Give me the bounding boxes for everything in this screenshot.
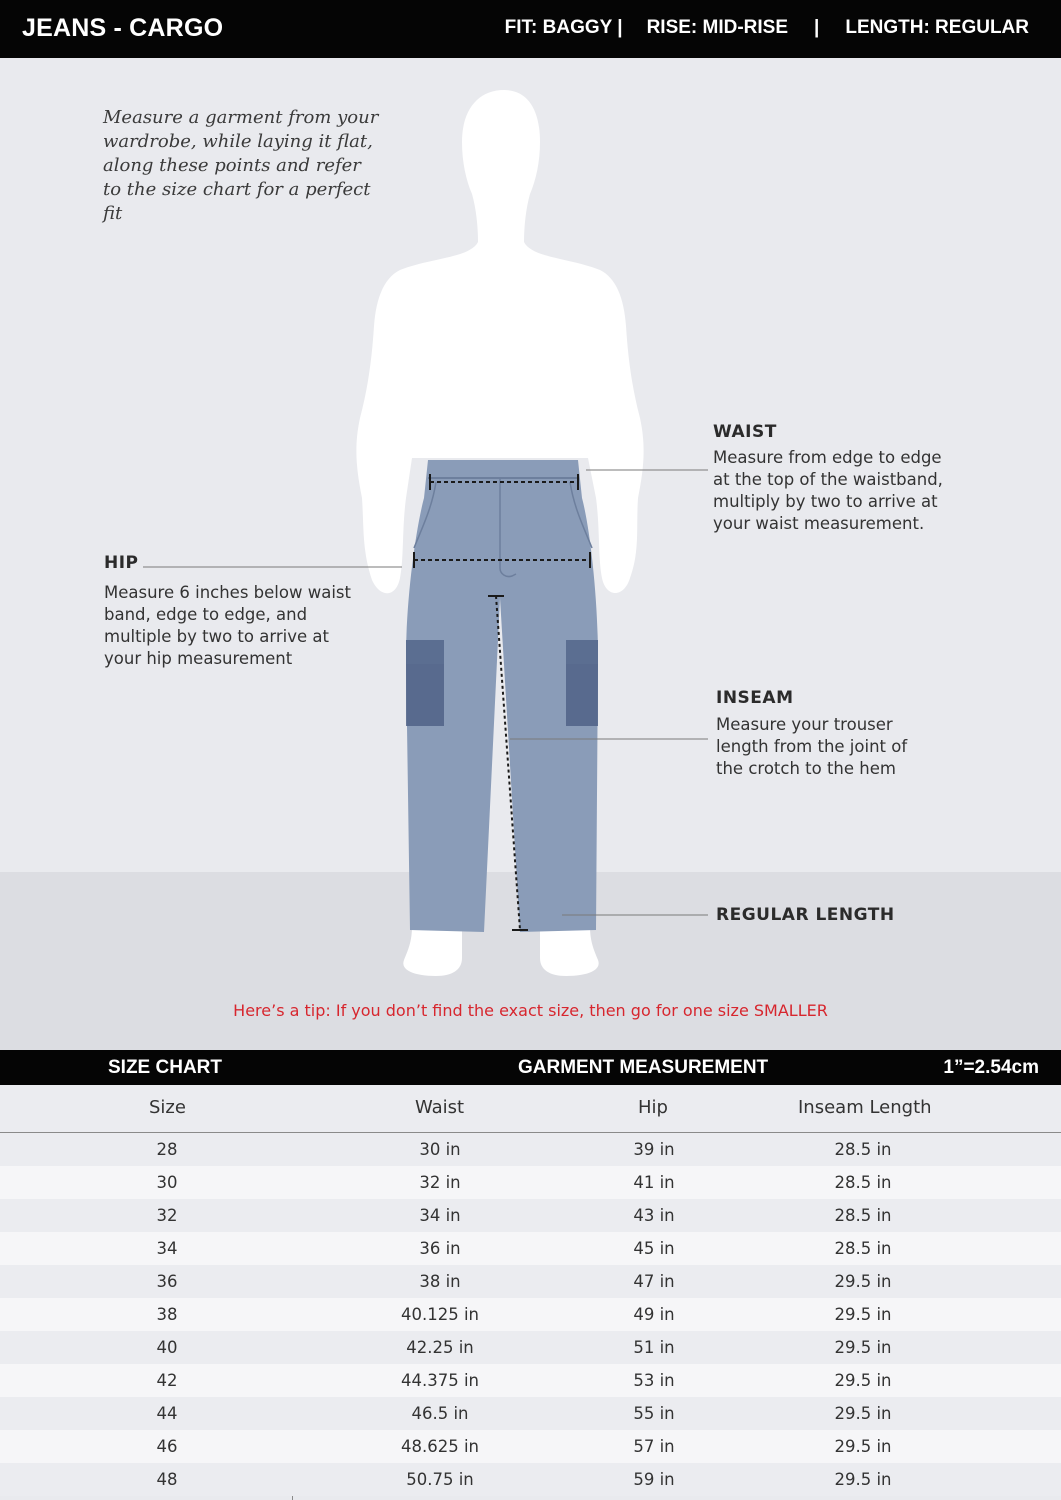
column-header-waist: Waist <box>415 1097 465 1118</box>
waist-label: WAIST <box>713 422 777 442</box>
table-header-row <box>0 1085 1061 1133</box>
table-row <box>0 1463 1061 1496</box>
inseam-cell: 28.5 in <box>834 1173 892 1192</box>
inseam-cell: 29.5 in <box>834 1338 892 1357</box>
hip-cell: 53 in <box>633 1371 675 1390</box>
waist-cell: 44.375 in <box>400 1371 480 1390</box>
inseam-cell: 29.5 in <box>834 1470 892 1489</box>
hip-cell: 41 in <box>633 1173 675 1192</box>
rise-attribute: RISE: MID-RISE <box>646 17 789 38</box>
waist-cell: 42.25 in <box>406 1338 474 1357</box>
hip-cell: 43 in <box>633 1206 675 1225</box>
size-table <box>0 1085 1061 1496</box>
table-row <box>0 1397 1061 1430</box>
table-body <box>0 1133 1061 1496</box>
hip-cell: 49 in <box>633 1305 675 1324</box>
inseam-description: Measure your trouser length from the joint of the crotch to the hem <box>716 715 908 778</box>
table-row <box>0 1298 1061 1331</box>
column-header-inseam: Inseam Length <box>798 1097 932 1118</box>
inseam-label: INSEAM <box>716 688 794 708</box>
size-tip: Here’s a tip: If you don’t find the exact size, then go for one size SMALLER <box>233 1001 828 1020</box>
hip-label: HIP <box>104 553 139 573</box>
hip-cell: 57 in <box>633 1437 675 1456</box>
column-header-size: Size <box>149 1097 186 1118</box>
table-row <box>0 1364 1061 1397</box>
regular-length-label: REGULAR LENGTH <box>716 905 895 925</box>
inseam-cell: 29.5 in <box>834 1437 892 1456</box>
table-row <box>0 1232 1061 1265</box>
waist-cell: 32 in <box>419 1173 461 1192</box>
table-row <box>0 1430 1061 1463</box>
measurement-illustration <box>0 58 1061 1050</box>
hip-cell: 45 in <box>633 1239 675 1258</box>
inseam-cell: 28.5 in <box>834 1206 892 1225</box>
inseam-cell: 28.5 in <box>834 1140 892 1159</box>
hip-cell: 59 in <box>633 1470 675 1489</box>
inseam-cell: 28.5 in <box>834 1239 892 1258</box>
inseam-cell: 29.5 in <box>834 1371 892 1390</box>
size-cell: 34 <box>156 1239 178 1258</box>
table-row <box>0 1133 1061 1166</box>
size-chart-title: SIZE CHART <box>108 1057 222 1078</box>
size-cell: 48 <box>156 1470 178 1489</box>
size-cell: 44 <box>156 1404 178 1423</box>
left-foot <box>403 926 462 976</box>
size-cell: 42 <box>156 1371 178 1390</box>
hip-description: Measure 6 inches below waist band, edge to edge, and multiple by two to arrive at your hip measurement <box>104 583 351 668</box>
mannequin-figure <box>0 58 1061 1050</box>
size-chart-header <box>0 1050 1061 1085</box>
intro-text: Measure a garment from your wardrobe, while laying it flat, along these points and refer to the size chart for a perfect fit <box>103 107 379 224</box>
table-row <box>0 1199 1061 1232</box>
table-row <box>0 1331 1061 1364</box>
waist-cell: 46.5 in <box>411 1404 469 1423</box>
size-cell: 36 <box>156 1272 178 1291</box>
top-header-bar <box>0 0 1061 58</box>
waist-cell: 48.625 in <box>400 1437 480 1456</box>
length-attribute: LENGTH: REGULAR <box>845 17 1029 38</box>
column-header-hip: Hip <box>638 1097 668 1118</box>
hip-cell: 39 in <box>633 1140 675 1159</box>
size-cell: 46 <box>156 1437 178 1456</box>
waist-cell: 50.75 in <box>406 1470 474 1489</box>
hip-cell: 51 in <box>633 1338 675 1357</box>
waist-cell: 38 in <box>419 1272 461 1291</box>
inseam-cell: 29.5 in <box>834 1404 892 1423</box>
waist-cell: 34 in <box>419 1206 461 1225</box>
size-cell: 38 <box>156 1305 178 1324</box>
hip-cell: 55 in <box>633 1404 675 1423</box>
unit-conversion: 1”=2.54cm <box>943 1057 1039 1078</box>
product-attributes <box>505 17 1029 39</box>
hip-cell: 47 in <box>633 1272 675 1291</box>
product-title: JEANS - CARGO <box>22 14 224 42</box>
size-cell: 30 <box>156 1173 178 1192</box>
size-cell: 32 <box>156 1206 178 1225</box>
waist-cell: 40.125 in <box>400 1305 480 1324</box>
waist-cell: 36 in <box>419 1239 461 1258</box>
size-cell: 40 <box>156 1338 178 1357</box>
garment-measurement-title: GARMENT MEASUREMENT <box>518 1057 769 1078</box>
right-foot <box>540 926 599 976</box>
table-row <box>0 1265 1061 1298</box>
size-cell: 28 <box>156 1140 178 1159</box>
attribute-separator: | <box>814 17 820 38</box>
inseam-cell: 29.5 in <box>834 1272 892 1291</box>
table-row <box>0 1166 1061 1199</box>
waist-description: Measure from edge to edge at the top of the waistband, multiply by two to arrive at your waist measurement. <box>713 448 943 533</box>
waist-cell: 30 in <box>419 1140 461 1159</box>
fit-attribute: FIT: BAGGY | <box>504 17 623 38</box>
inseam-cell: 29.5 in <box>834 1305 892 1324</box>
